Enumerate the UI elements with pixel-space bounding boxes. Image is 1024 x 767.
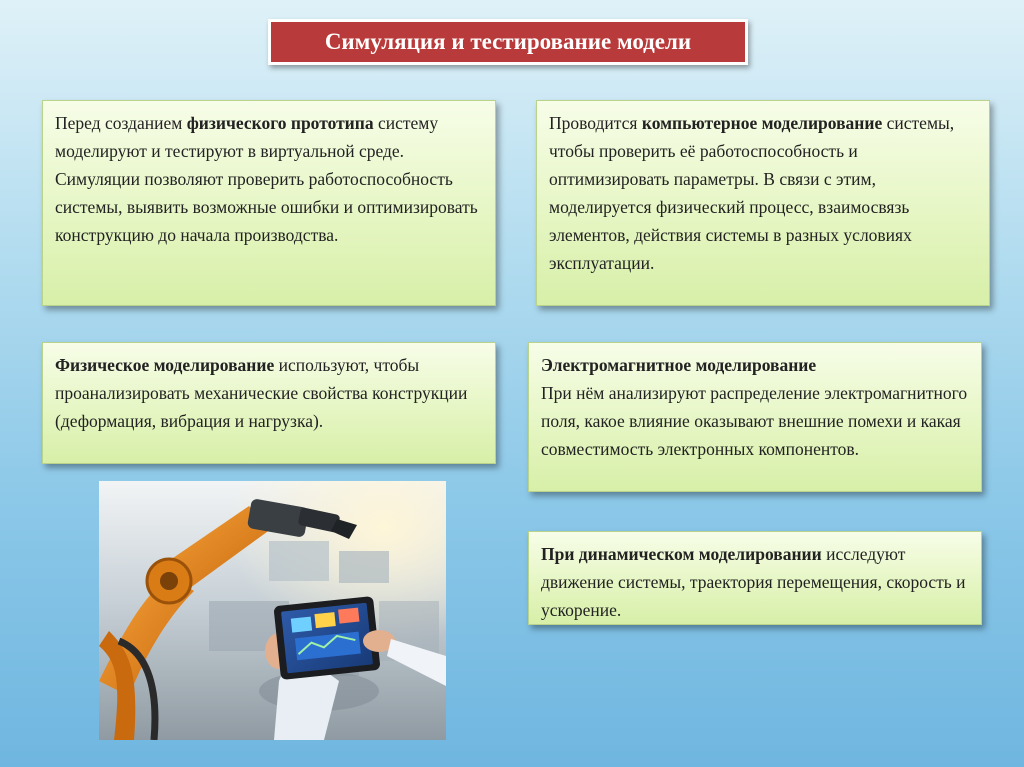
card3-bold: Физическое моделирование [55, 355, 275, 375]
card-physical-prototype [42, 100, 496, 306]
card1-bold: физического прототипа [186, 113, 374, 133]
card2-text-1: Проводится [549, 113, 642, 133]
slide-title: Симуляция и тестирование модели [324, 29, 692, 54]
card1-text-2: систему моделируют и тестируют в виртуальной среде. Симуляции позволяют проверить работоспособность системы, выявить возможные ошибки и оптимизировать конструкцию до начала производства. [55, 113, 478, 245]
card2-bold: компьютерное моделирование [641, 113, 883, 133]
card-dynamic-modeling [528, 531, 982, 625]
card-physical-modeling [42, 342, 496, 464]
card3-text: используют, чтобы проанализировать механические свойства конструкции (деформация, вибрация и нагрузка). [55, 355, 468, 431]
robot-arm-tablet-illustration [99, 481, 446, 740]
card1-text-1: Перед созданием [55, 113, 187, 133]
card4-bold: Электромагнитное моделирование [541, 355, 817, 375]
card5-text: исследуют движение системы, траектория перемещения, скорость и ускорение. [541, 544, 966, 620]
robot-arm-photo [99, 481, 446, 740]
card-electromagnetic-modeling [528, 342, 982, 492]
slide-title-box [268, 19, 748, 65]
card-computer-modeling [536, 100, 990, 306]
card4-text: При нём анализируют распределение электромагнитного поля, какое влияние оказывают внешние помехи и какая совместимость электронных компонентов. [541, 383, 968, 459]
card2-text-2: системы, чтобы проверить её работоспособность и оптимизировать параметры. В связи с этим, моделируется физический процесс, взаимосвязь элементов, действия системы в разных условиях эксплуатации. [549, 113, 955, 273]
card5-bold: При динамическом моделировании [541, 544, 822, 564]
